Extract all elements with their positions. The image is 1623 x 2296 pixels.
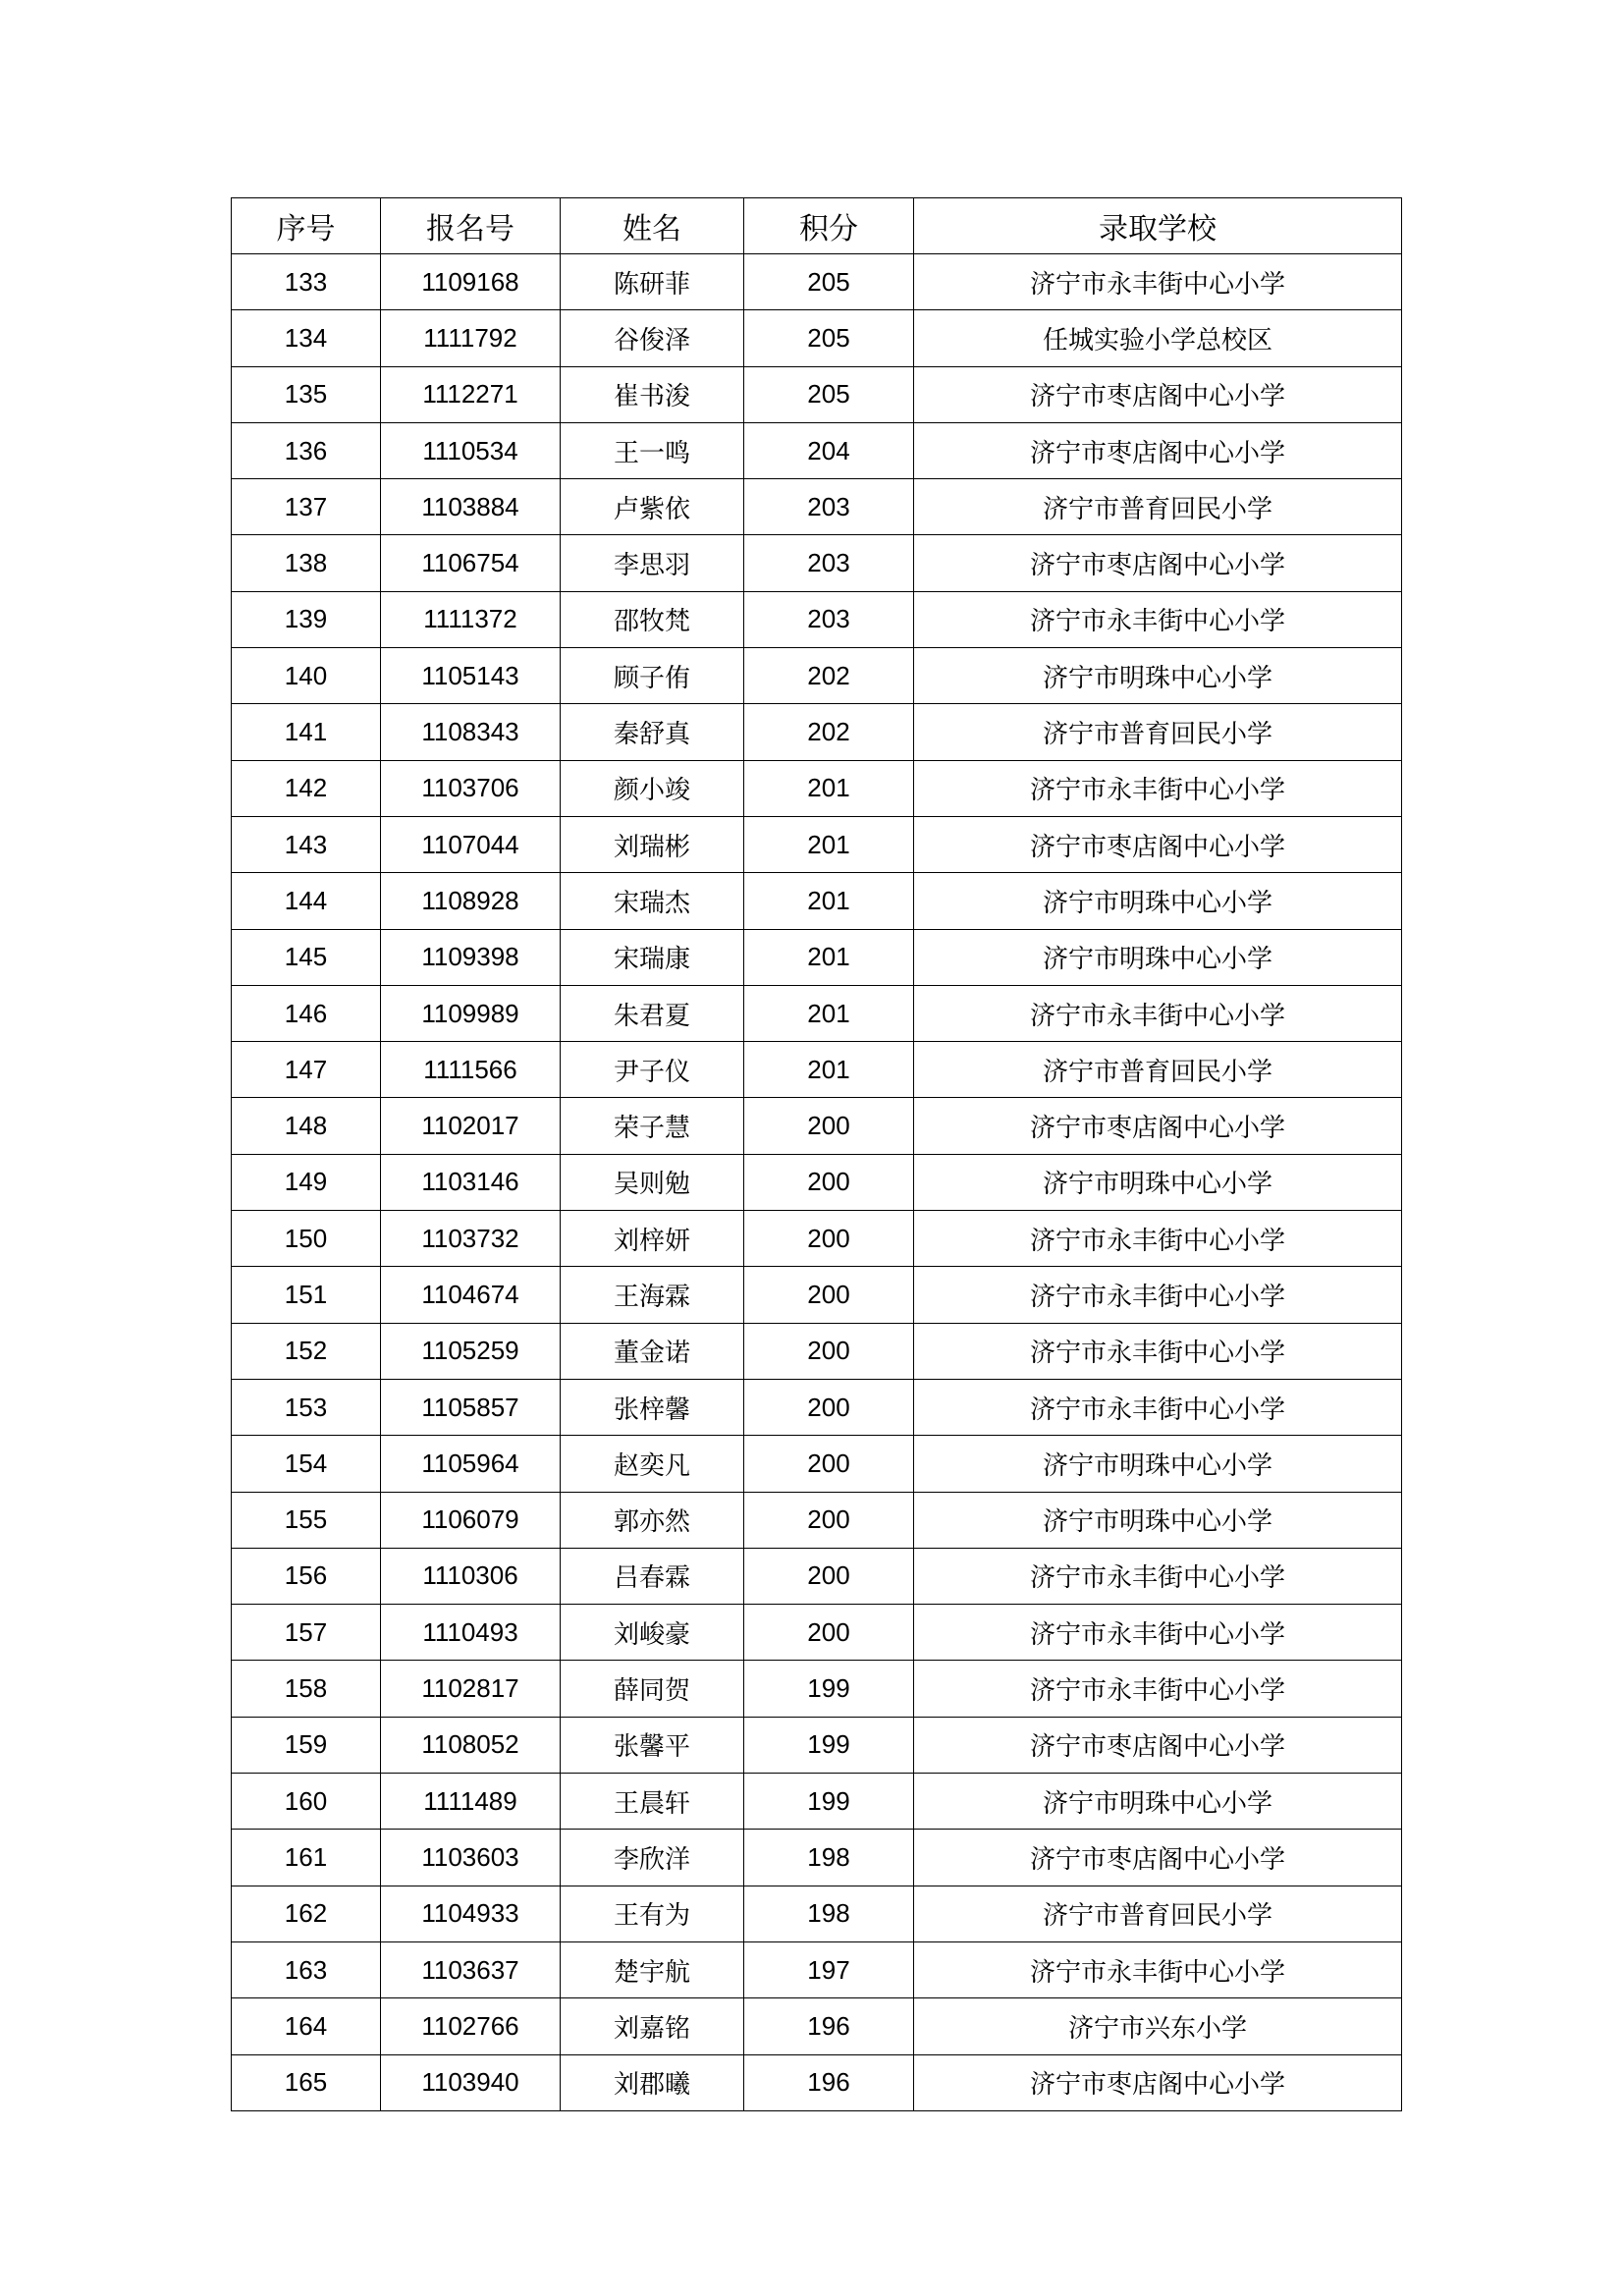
name-cell: 秦舒真 [561,704,744,760]
name-cell: 颜小竣 [561,760,744,816]
admitted-school-cell: 济宁市明珠中心小学 [914,1436,1402,1492]
serial-number-cell: 158 [232,1661,381,1717]
registration-number-cell: 1111372 [381,591,561,647]
table-row [232,760,1402,816]
header-admitted-school: 录取学校 [914,198,1402,254]
admitted-school-cell: 济宁市枣店阁中心小学 [914,1830,1402,1886]
admitted-school-cell: 济宁市明珠中心小学 [914,1492,1402,1548]
table-row [232,366,1402,422]
score-cell: 199 [744,1717,914,1773]
registration-number-cell: 1109398 [381,929,561,985]
registration-number-cell: 1105143 [381,648,561,704]
score-cell: 201 [744,1042,914,1098]
admitted-school-cell: 济宁市枣店阁中心小学 [914,1098,1402,1154]
admitted-school-cell: 济宁市永丰街中心小学 [914,1548,1402,1604]
registration-number-cell: 1109989 [381,985,561,1041]
admitted-school-cell: 济宁市永丰街中心小学 [914,1379,1402,1435]
table-row [232,1548,1402,1604]
header-serial-number: 序号 [232,198,381,254]
serial-number-cell: 151 [232,1267,381,1323]
registration-number-cell: 1104674 [381,1267,561,1323]
admitted-school-cell: 济宁市普育回民小学 [914,1042,1402,1098]
registration-number-cell: 1110534 [381,422,561,478]
registration-number-cell: 1105857 [381,1379,561,1435]
name-cell: 谷俊泽 [561,310,744,366]
registration-number-cell: 1108052 [381,1717,561,1773]
admitted-school-cell: 济宁市枣店阁中心小学 [914,2054,1402,2110]
table-row [232,1154,1402,1210]
table-row [232,422,1402,478]
registration-number-cell: 1110306 [381,1548,561,1604]
admitted-school-cell: 任城实验小学总校区 [914,310,1402,366]
admitted-school-cell: 济宁市永丰街中心小学 [914,760,1402,816]
table-row [232,1098,1402,1154]
name-cell: 薛同贺 [561,1661,744,1717]
table-header-row [232,198,1402,254]
serial-number-cell: 145 [232,929,381,985]
name-cell: 张梓馨 [561,1379,744,1435]
registration-number-cell: 1105259 [381,1323,561,1379]
admitted-school-cell: 济宁市永丰街中心小学 [914,1267,1402,1323]
table-row [232,1492,1402,1548]
serial-number-cell: 133 [232,254,381,310]
table-body [232,254,1402,2111]
serial-number-cell: 156 [232,1548,381,1604]
registration-number-cell: 1103706 [381,760,561,816]
score-cell: 201 [744,929,914,985]
score-cell: 200 [744,1605,914,1661]
name-cell: 尹子仪 [561,1042,744,1098]
name-cell: 吕春霖 [561,1548,744,1604]
name-cell: 郭亦然 [561,1492,744,1548]
table-row [232,1042,1402,1098]
table-row [232,873,1402,929]
registration-number-cell: 1102766 [381,1998,561,2054]
name-cell: 张馨平 [561,1717,744,1773]
admitted-school-cell: 济宁市永丰街中心小学 [914,1211,1402,1267]
registration-number-cell: 1108343 [381,704,561,760]
serial-number-cell: 148 [232,1098,381,1154]
registration-number-cell: 1103940 [381,2054,561,2110]
registration-number-cell: 1102017 [381,1098,561,1154]
score-cell: 198 [744,1830,914,1886]
admitted-school-cell: 济宁市永丰街中心小学 [914,1323,1402,1379]
score-cell: 196 [744,1998,914,2054]
table-row [232,985,1402,1041]
score-cell: 200 [744,1323,914,1379]
admitted-school-cell: 济宁市明珠中心小学 [914,929,1402,985]
admitted-school-cell: 济宁市兴东小学 [914,1998,1402,2054]
registration-number-cell: 1103603 [381,1830,561,1886]
registration-number-cell: 1102817 [381,1661,561,1717]
table-row [232,1605,1402,1661]
serial-number-cell: 143 [232,816,381,872]
admitted-school-cell: 济宁市枣店阁中心小学 [914,535,1402,591]
serial-number-cell: 149 [232,1154,381,1210]
serial-number-cell: 163 [232,1941,381,1997]
table-row [232,1717,1402,1773]
table-row [232,254,1402,310]
table-row [232,1661,1402,1717]
registration-number-cell: 1105964 [381,1436,561,1492]
registration-number-cell: 1106079 [381,1492,561,1548]
name-cell: 董金诺 [561,1323,744,1379]
registration-number-cell: 1111792 [381,310,561,366]
table-row [232,1830,1402,1886]
table-row [232,310,1402,366]
admitted-school-cell: 济宁市枣店阁中心小学 [914,366,1402,422]
admitted-school-cell: 济宁市普育回民小学 [914,1886,1402,1941]
name-cell: 吴则勉 [561,1154,744,1210]
table-row [232,816,1402,872]
serial-number-cell: 144 [232,873,381,929]
table-row [232,1998,1402,2054]
score-cell: 200 [744,1211,914,1267]
serial-number-cell: 141 [232,704,381,760]
admitted-school-cell: 济宁市枣店阁中心小学 [914,816,1402,872]
score-cell: 201 [744,760,914,816]
table-row [232,535,1402,591]
registration-number-cell: 1103146 [381,1154,561,1210]
registration-number-cell: 1107044 [381,816,561,872]
admitted-school-cell: 济宁市明珠中心小学 [914,1774,1402,1830]
score-cell: 202 [744,648,914,704]
serial-number-cell: 138 [232,535,381,591]
registration-number-cell: 1106754 [381,535,561,591]
score-cell: 200 [744,1098,914,1154]
registration-number-cell: 1109168 [381,254,561,310]
admitted-school-cell: 济宁市永丰街中心小学 [914,591,1402,647]
name-cell: 陈研菲 [561,254,744,310]
serial-number-cell: 147 [232,1042,381,1098]
admitted-school-cell: 济宁市永丰街中心小学 [914,1605,1402,1661]
table-row [232,1774,1402,1830]
score-cell: 203 [744,479,914,535]
name-cell: 刘峻豪 [561,1605,744,1661]
name-cell: 崔书浚 [561,366,744,422]
table-row [232,1436,1402,1492]
table-row [232,1941,1402,1997]
name-cell: 王晨轩 [561,1774,744,1830]
admission-table [231,197,1402,2111]
table-row [232,1886,1402,1941]
score-cell: 204 [744,422,914,478]
name-cell: 楚宇航 [561,1941,744,1997]
name-cell: 刘嘉铭 [561,1998,744,2054]
table-row [232,1379,1402,1435]
table-row [232,648,1402,704]
admitted-school-cell: 济宁市永丰街中心小学 [914,1941,1402,1997]
serial-number-cell: 164 [232,1998,381,2054]
table-row [232,2054,1402,2110]
score-cell: 203 [744,535,914,591]
name-cell: 宋瑞杰 [561,873,744,929]
table-row [232,1267,1402,1323]
name-cell: 刘郡曦 [561,2054,744,2110]
serial-number-cell: 146 [232,985,381,1041]
score-cell: 200 [744,1492,914,1548]
serial-number-cell: 155 [232,1492,381,1548]
admitted-school-cell: 济宁市永丰街中心小学 [914,1661,1402,1717]
serial-number-cell: 139 [232,591,381,647]
score-cell: 200 [744,1379,914,1435]
admitted-school-cell: 济宁市普育回民小学 [914,704,1402,760]
name-cell: 李思羽 [561,535,744,591]
score-cell: 202 [744,704,914,760]
admitted-school-cell: 济宁市永丰街中心小学 [914,985,1402,1041]
score-cell: 205 [744,254,914,310]
score-cell: 200 [744,1154,914,1210]
table-row [232,591,1402,647]
table-row [232,1211,1402,1267]
score-cell: 199 [744,1774,914,1830]
registration-number-cell: 1111489 [381,1774,561,1830]
admitted-school-cell: 济宁市明珠中心小学 [914,648,1402,704]
score-cell: 196 [744,2054,914,2110]
serial-number-cell: 137 [232,479,381,535]
serial-number-cell: 159 [232,1717,381,1773]
name-cell: 邵牧梵 [561,591,744,647]
admitted-school-cell: 济宁市枣店阁中心小学 [914,1717,1402,1773]
name-cell: 朱君夏 [561,985,744,1041]
score-cell: 203 [744,591,914,647]
table-row [232,479,1402,535]
registration-number-cell: 1110493 [381,1605,561,1661]
score-cell: 205 [744,310,914,366]
header-name: 姓名 [561,198,744,254]
registration-number-cell: 1103637 [381,1941,561,1997]
table-row [232,929,1402,985]
header-registration-number: 报名号 [381,198,561,254]
serial-number-cell: 165 [232,2054,381,2110]
serial-number-cell: 153 [232,1379,381,1435]
admitted-school-cell: 济宁市明珠中心小学 [914,1154,1402,1210]
name-cell: 王有为 [561,1886,744,1941]
table-row [232,704,1402,760]
serial-number-cell: 140 [232,648,381,704]
serial-number-cell: 154 [232,1436,381,1492]
name-cell: 赵奕凡 [561,1436,744,1492]
score-cell: 200 [744,1436,914,1492]
registration-number-cell: 1111566 [381,1042,561,1098]
name-cell: 顾子侑 [561,648,744,704]
score-cell: 205 [744,366,914,422]
registration-number-cell: 1103884 [381,479,561,535]
name-cell: 荣子慧 [561,1098,744,1154]
serial-number-cell: 162 [232,1886,381,1941]
admitted-school-cell: 济宁市普育回民小学 [914,479,1402,535]
serial-number-cell: 160 [232,1774,381,1830]
score-cell: 200 [744,1267,914,1323]
score-cell: 200 [744,1548,914,1604]
score-cell: 201 [744,873,914,929]
score-cell: 197 [744,1941,914,1997]
name-cell: 王海霖 [561,1267,744,1323]
admitted-school-cell: 济宁市明珠中心小学 [914,873,1402,929]
registration-number-cell: 1112271 [381,366,561,422]
name-cell: 刘瑞彬 [561,816,744,872]
serial-number-cell: 142 [232,760,381,816]
serial-number-cell: 136 [232,422,381,478]
admitted-school-cell: 济宁市永丰街中心小学 [914,254,1402,310]
table-row [232,1323,1402,1379]
serial-number-cell: 157 [232,1605,381,1661]
score-cell: 201 [744,985,914,1041]
registration-number-cell: 1103732 [381,1211,561,1267]
score-cell: 198 [744,1886,914,1941]
serial-number-cell: 152 [232,1323,381,1379]
score-cell: 199 [744,1661,914,1717]
name-cell: 王一鸣 [561,422,744,478]
admitted-school-cell: 济宁市枣店阁中心小学 [914,422,1402,478]
score-cell: 201 [744,816,914,872]
name-cell: 李欣洋 [561,1830,744,1886]
registration-number-cell: 1108928 [381,873,561,929]
serial-number-cell: 150 [232,1211,381,1267]
registration-number-cell: 1104933 [381,1886,561,1941]
name-cell: 刘梓妍 [561,1211,744,1267]
name-cell: 宋瑞康 [561,929,744,985]
name-cell: 卢紫依 [561,479,744,535]
header-score: 积分 [744,198,914,254]
serial-number-cell: 134 [232,310,381,366]
serial-number-cell: 161 [232,1830,381,1886]
serial-number-cell: 135 [232,366,381,422]
